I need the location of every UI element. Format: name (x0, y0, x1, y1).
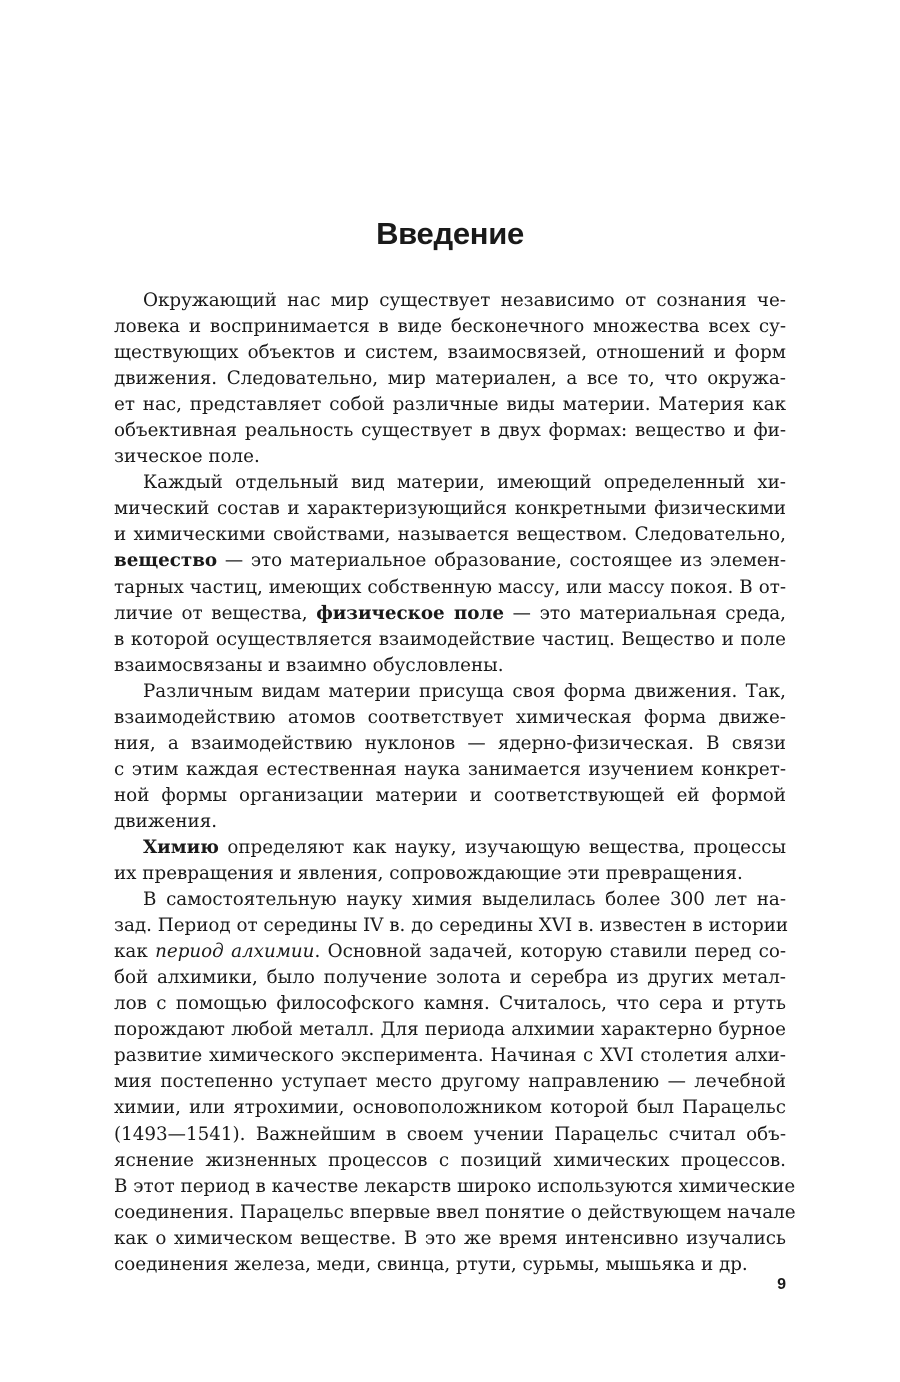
line-text: с этим каждая естественная наука занимается изучением конкрет- (114, 758, 786, 780)
line-text: яснение жизненных процессов с позиций химических процессов. (114, 1149, 786, 1171)
text-line (114, 1069, 786, 1095)
text-line (114, 444, 786, 470)
line-text: зад. Период от середины IV в. до середины XVI в. известен в истории (114, 915, 789, 937)
line-text: движения. Следовательно, мир материален, а все то, что окружа- (114, 368, 786, 390)
text-line (114, 1148, 786, 1174)
text-line (114, 653, 786, 679)
line-text: ществующих объектов и систем, взаимосвязей, отношений и форм (114, 342, 786, 364)
text-line (114, 1252, 786, 1278)
line-text: развитие химического эксперимента. Начиная с XVI столетия алхи- (114, 1045, 786, 1067)
text-line (114, 392, 786, 418)
line-text: движения. (114, 810, 218, 832)
text-line (114, 366, 786, 392)
italic-term: период алхимии (155, 941, 315, 963)
page-title: Введение (376, 216, 524, 251)
line-text: мический состав и характеризующийся конкретными физическими (114, 498, 786, 520)
line-text: мия постепенно уступает место другому направлению — лечебной (114, 1071, 786, 1093)
line-text: ловека и воспринимается в виде бесконечного множества всех су- (114, 316, 786, 338)
text-line (114, 1017, 786, 1043)
bold-term: физическое поле (316, 602, 504, 624)
line-text: химии, или ятрохимии, основоположником которой был Парацельс (114, 1097, 786, 1119)
text-line (114, 522, 786, 548)
text-line (114, 1043, 786, 1069)
text-line (114, 757, 786, 783)
text-line (114, 1200, 796, 1226)
line-text: В этот период в качестве лекарств широко используются химические (114, 1175, 796, 1197)
text-line (114, 627, 786, 653)
text-line (114, 991, 786, 1017)
line-text: ния, а взаимодействию нуклонов — ядерно-физическая. В связи (114, 732, 786, 754)
text-line (114, 731, 786, 757)
line-text: взаимодействию атомов соответствует химическая форма движе- (114, 706, 786, 728)
text-line (114, 496, 786, 522)
text-line (114, 470, 786, 496)
line-text: бой алхимики, было получение золота и серебра из других метал- (114, 967, 786, 989)
text-line (114, 1174, 796, 1200)
body-text (114, 288, 796, 1278)
line-text: ной формы организации материи и соответствующей ей формой (114, 784, 786, 806)
line-text: тарных частиц, имеющих собственную массу, или массу покоя. В от- (114, 576, 786, 598)
bold-term: Химию (143, 836, 219, 858)
text-line (114, 340, 786, 366)
line-text: Окружающий нас мир существует независимо от сознания че- (143, 290, 786, 311)
text-line (114, 887, 786, 913)
line-text: объективная реальность существует в двух формах: вещество и фи- (114, 420, 786, 442)
text-line (114, 861, 786, 887)
text-line (114, 939, 786, 965)
line-text: (1493—1541). Важнейшим в своем учении Парацельс считал объ- (114, 1123, 786, 1145)
text-line (114, 1122, 786, 1148)
line-text: соединения железа, меди, свинца, ртути, сурьмы, мышьяка и др. (114, 1253, 748, 1275)
text-line (114, 809, 786, 835)
line-text: их превращения и явления, сопровождающие эти превращения. (114, 863, 743, 885)
line-text: . Основной задачей, которую ставили перед со- (314, 941, 787, 963)
line-text: и химическими свойствами, называется веществом. Следовательно, (114, 524, 786, 546)
text-line (114, 835, 786, 861)
text-line (114, 314, 786, 340)
text-line (114, 783, 786, 809)
text-line (114, 913, 789, 939)
line-text: лов с помощью философского камня. Считалось, что сера и ртуть (114, 993, 786, 1015)
line-text: Каждый отдельный вид материи, имеющий определенный хи- (143, 472, 786, 494)
line-text: зическое поле. (114, 446, 260, 468)
line-text: как (114, 941, 156, 963)
text-line (114, 548, 786, 574)
line-text: Различным видам материи присуща своя форма движения. Так, (143, 680, 786, 702)
line-text: В самостоятельную науку химия выделилась более 300 лет на- (143, 889, 786, 911)
line-text: как о химическом веществе. В это же время интенсивно изучались (114, 1227, 786, 1249)
line-text: — это материальное образование, состоящее из элемен- (217, 550, 786, 572)
line-text: ет нас, представляет собой различные виды материи. Материя как (114, 394, 786, 416)
line-text: в которой осуществляется взаимодействие частиц. Вещество и поле (114, 628, 786, 650)
line-text: определяют как науку, изучающую вещества, процессы (218, 836, 786, 858)
text-line (114, 965, 786, 991)
text-line (114, 575, 786, 601)
text-line (114, 418, 786, 444)
text-line (114, 1095, 786, 1121)
page-number: 9 (777, 1276, 786, 1293)
line-text: порождают любой металл. Для периода алхимии характерно бурное (114, 1019, 786, 1041)
text-line (114, 705, 786, 731)
line-text: соединения. Парацельс впервые ввел понятие о действующем начале (114, 1201, 796, 1223)
line-text: взаимосвязаны и взаимно обусловлены. (114, 654, 504, 676)
line-text: — это материальная среда, (504, 602, 786, 624)
text-line (114, 288, 786, 314)
line-text: личие от вещества, (114, 602, 317, 624)
text-line (114, 601, 786, 627)
text-line (114, 1226, 786, 1252)
bold-term: вещество (114, 550, 218, 572)
text-line (114, 679, 786, 705)
